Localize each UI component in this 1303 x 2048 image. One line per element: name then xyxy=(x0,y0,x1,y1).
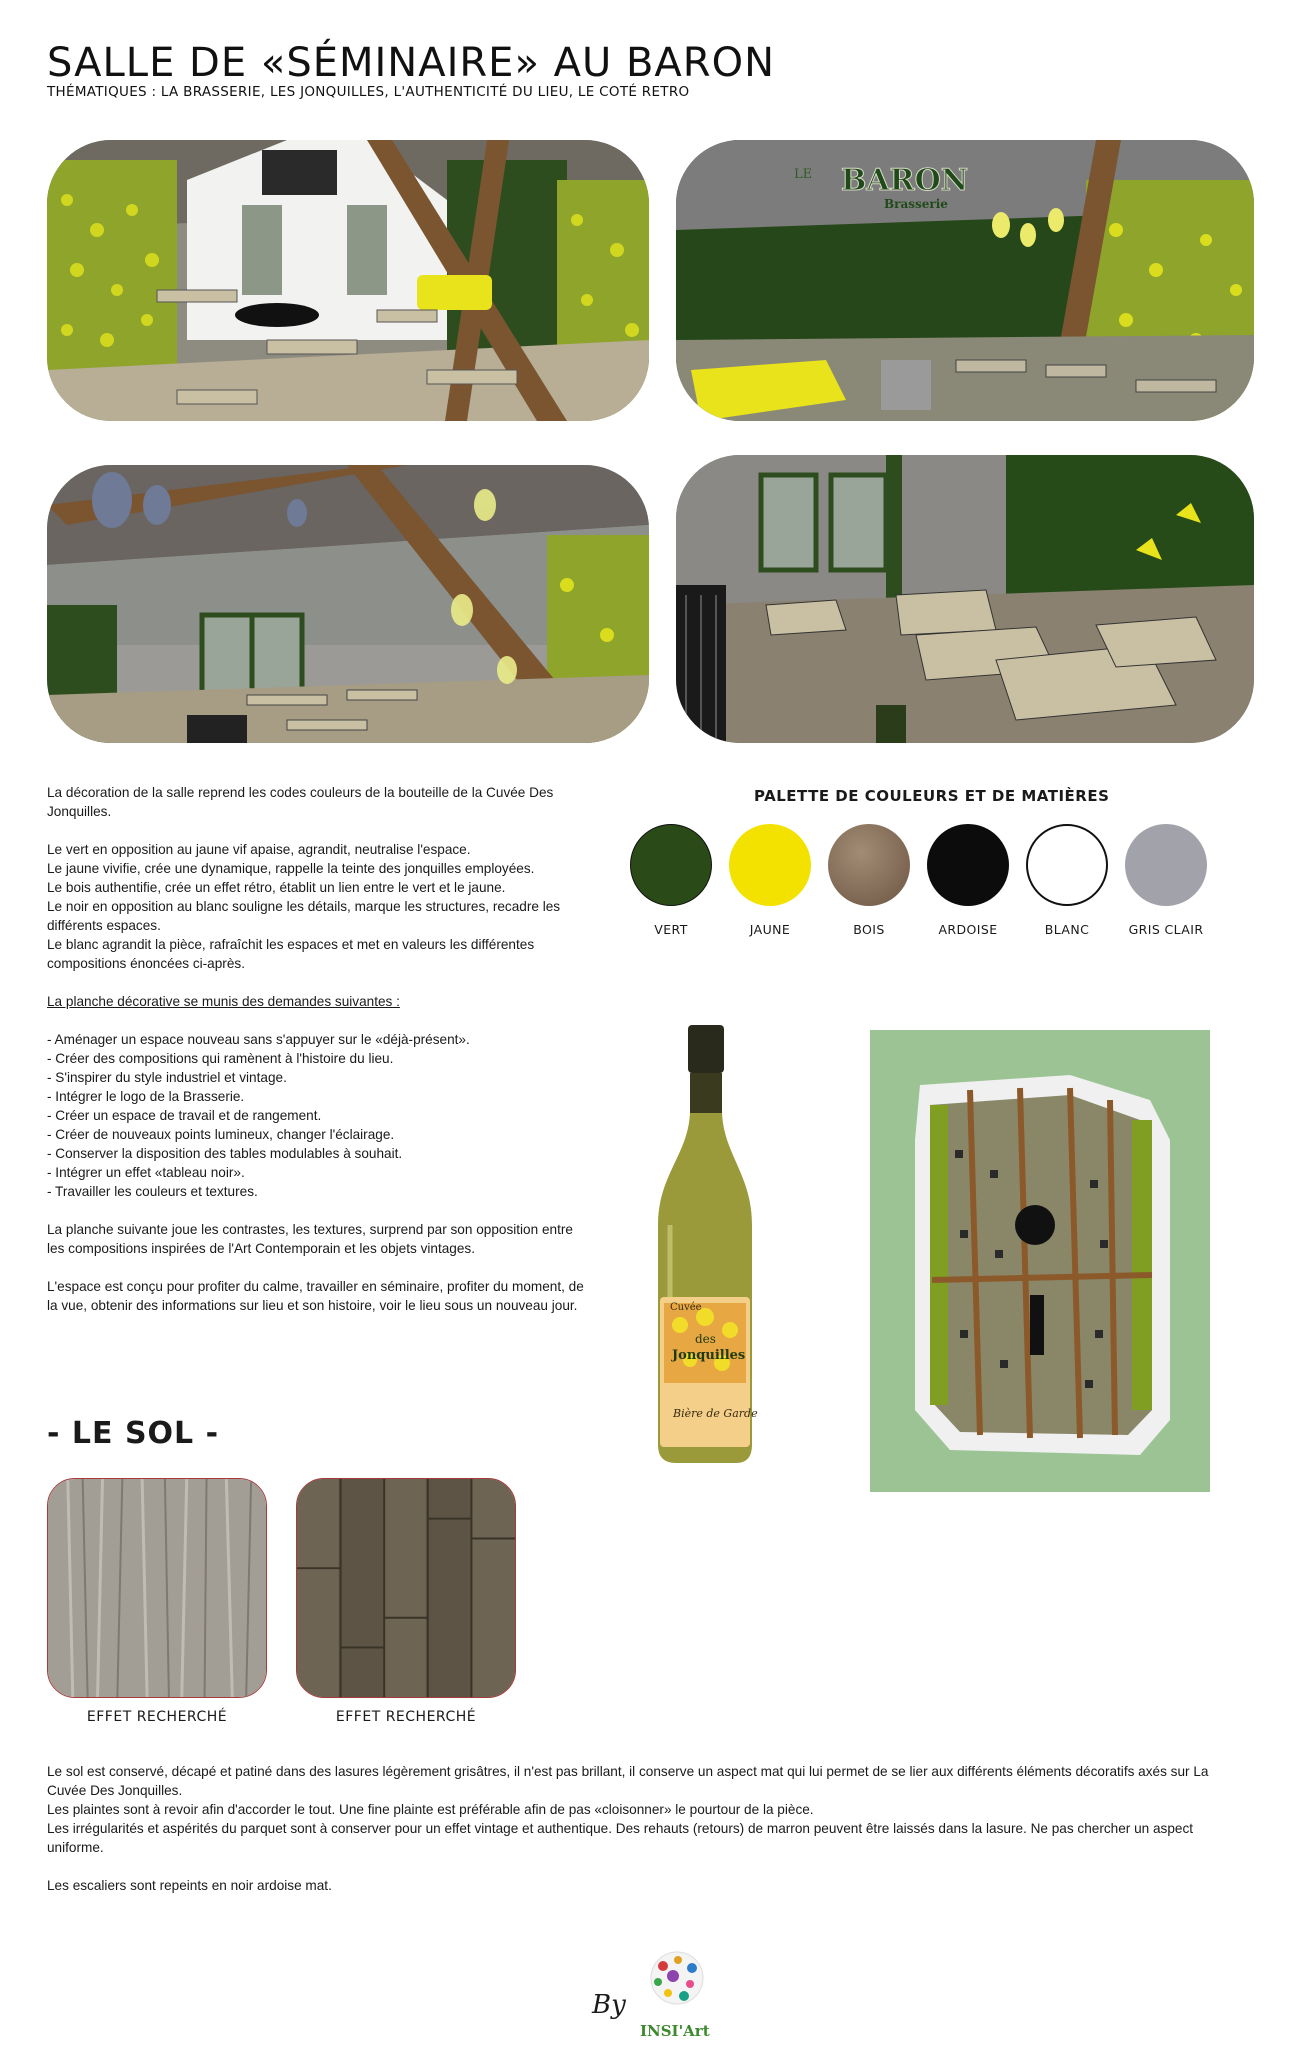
request-item: - Créer des compositions qui ramènent à l'histoire du lieu. xyxy=(47,1051,394,1066)
swatch-jaune xyxy=(729,824,811,906)
sol-text xyxy=(47,1762,1237,1914)
bar-sign-le: LE xyxy=(794,167,813,182)
render-tables-area xyxy=(676,455,1254,743)
request-item: - Intégrer un effet «tableau noir». xyxy=(47,1165,245,1180)
intro-paragraph-5: L'espace est conçu pour profiter du calme, travailler en séminaire, profiter du moment, de la vue, obtenir des informations sur lieu et son histoire, voir le lieu sous un nouveau jour. xyxy=(47,1279,584,1313)
sol-line: Les plaintes sont à revoir afin d'accorder le tout. Une fine plainte est préférable afin de pas «cloisonner» le pourtour de la pièce. xyxy=(47,1802,814,1817)
swatch-label: BLANC xyxy=(1044,922,1090,937)
swatch-label: JAUNE xyxy=(749,922,791,937)
intro-paragraph-2 xyxy=(47,840,592,973)
request-item: - Travailler les couleurs et textures. xyxy=(47,1184,258,1199)
intro-paragraph-1: La décoration de la salle reprend les codes couleurs de la bouteille de la Cuvée Des Jonquilles. xyxy=(47,785,554,819)
floor-texture-1 xyxy=(47,1478,267,1698)
bar-sign-sub: Brasserie xyxy=(884,197,948,211)
swatch-ardoise xyxy=(927,824,1009,906)
request-item: - S'inspirer du style industriel et vintage. xyxy=(47,1070,287,1085)
intro-paragraph-4: La planche suivante joue les contrastes, les textures, surprend par son opposition entre les compositions inspirées de l'Art Contemporain et les objets vintages. xyxy=(47,1222,573,1256)
swatch-gris-clair xyxy=(1125,824,1207,906)
request-item: - Intégrer le logo de la Brasserie. xyxy=(47,1089,245,1104)
swatch-label: GRIS CLAIR xyxy=(1128,922,1204,937)
request-item: - Créer un espace de travail et de rangement. xyxy=(47,1108,322,1123)
floor-label: EFFET RECHERCHÉ xyxy=(335,1709,477,1725)
bar-sign-text: BARON xyxy=(841,163,969,198)
bottle-label-main-1: des xyxy=(695,1332,716,1346)
bottle-label-top: Cuvée xyxy=(670,1302,702,1313)
floor-label: EFFET RECHERCHÉ xyxy=(86,1709,228,1725)
footer-by: By xyxy=(592,1990,626,2020)
swatch-label: ARDOISE xyxy=(938,922,998,937)
intro-text xyxy=(47,783,592,1334)
swatch-label: BOIS xyxy=(853,922,885,937)
sol-line: Les irrégularités et aspérités du parquet sont à conserver pour un effet vintage et authentique. Des rehauts (retours) de marron peuvent être laissés dans la lasure. Ne pas chercher un aspect uniforme. xyxy=(47,1821,1194,1855)
intro-line: Le bois authentifie, crée un effet rétro, établit un lien entre le vert et le jaune. xyxy=(47,880,506,895)
page-subtitle: THÉMATIQUES : LA BRASSERIE, LES JONQUILLES, L'AUTHENTICITÉ DU LIEU, LE COTÉ RETRO xyxy=(47,84,690,100)
insiart-logo xyxy=(638,1948,716,2043)
requests-list xyxy=(47,1030,592,1201)
swatch-vert xyxy=(630,824,712,906)
page-title: SALLE DE «SÉMINAIRE» AU BARON xyxy=(47,40,775,86)
bottle-label-bottom: Bière de Garde xyxy=(673,1407,758,1420)
floor-plan-image xyxy=(870,1030,1210,1492)
beer-bottle-image xyxy=(640,1025,770,1465)
intro-line: Le jaune vivifie, crée une dynamique, rappelle la teinte des jonquilles employées. xyxy=(47,861,535,876)
request-item: - Conserver la disposition des tables modulables à souhait. xyxy=(47,1146,403,1161)
sol-last-paragraph: Les escaliers sont repeints en noir ardoise mat. xyxy=(47,1878,332,1893)
floor-texture-2 xyxy=(296,1478,516,1698)
intro-line: Le blanc agrandit la pièce, rafraîchit les espaces et met en valeurs les différentes compositions énoncées ci-après. xyxy=(47,937,535,971)
insiart-logo-text: INSI'Art xyxy=(640,2022,710,2040)
render-room-overview xyxy=(47,140,649,421)
sol-paragraph xyxy=(47,1762,1237,1857)
intro-line: Le vert en opposition au jaune vif apaise, agrandit, neutralise l'espace. xyxy=(47,842,471,857)
palette-title: PALETTE DE COULEURS ET DE MATIÈRES xyxy=(754,787,1110,805)
swatch-blanc xyxy=(1026,824,1108,906)
sol-line: Le sol est conservé, décapé et patiné dans des lasures légèrement grisâtres, il n'est pas brillant, il conserve un aspect mat qui lui permet de se lier aux différents éléments décoratifs axés sur La Cuvée Des Jonquilles. xyxy=(47,1764,1209,1798)
request-item: - Aménager un espace nouveau sans s'appuyer sur le «déjà-présent». xyxy=(47,1032,470,1047)
request-item: - Créer de nouveaux points lumineux, changer l'éclairage. xyxy=(47,1127,395,1142)
intro-line: Le noir en opposition au blanc souligne les détails, marque les structures, recadre les différents espaces. xyxy=(47,899,561,933)
swatch-bois xyxy=(828,824,910,906)
render-bar-area xyxy=(47,465,649,743)
swatch-label: VERT xyxy=(654,922,688,937)
requests-heading: La planche décorative se munis des demandes suivantes : xyxy=(47,994,400,1009)
render-bar-sign xyxy=(676,140,1254,421)
sol-section-title: - LE SOL - xyxy=(47,1416,220,1451)
bottle-label-main-2: Jonquilles xyxy=(672,1348,746,1363)
